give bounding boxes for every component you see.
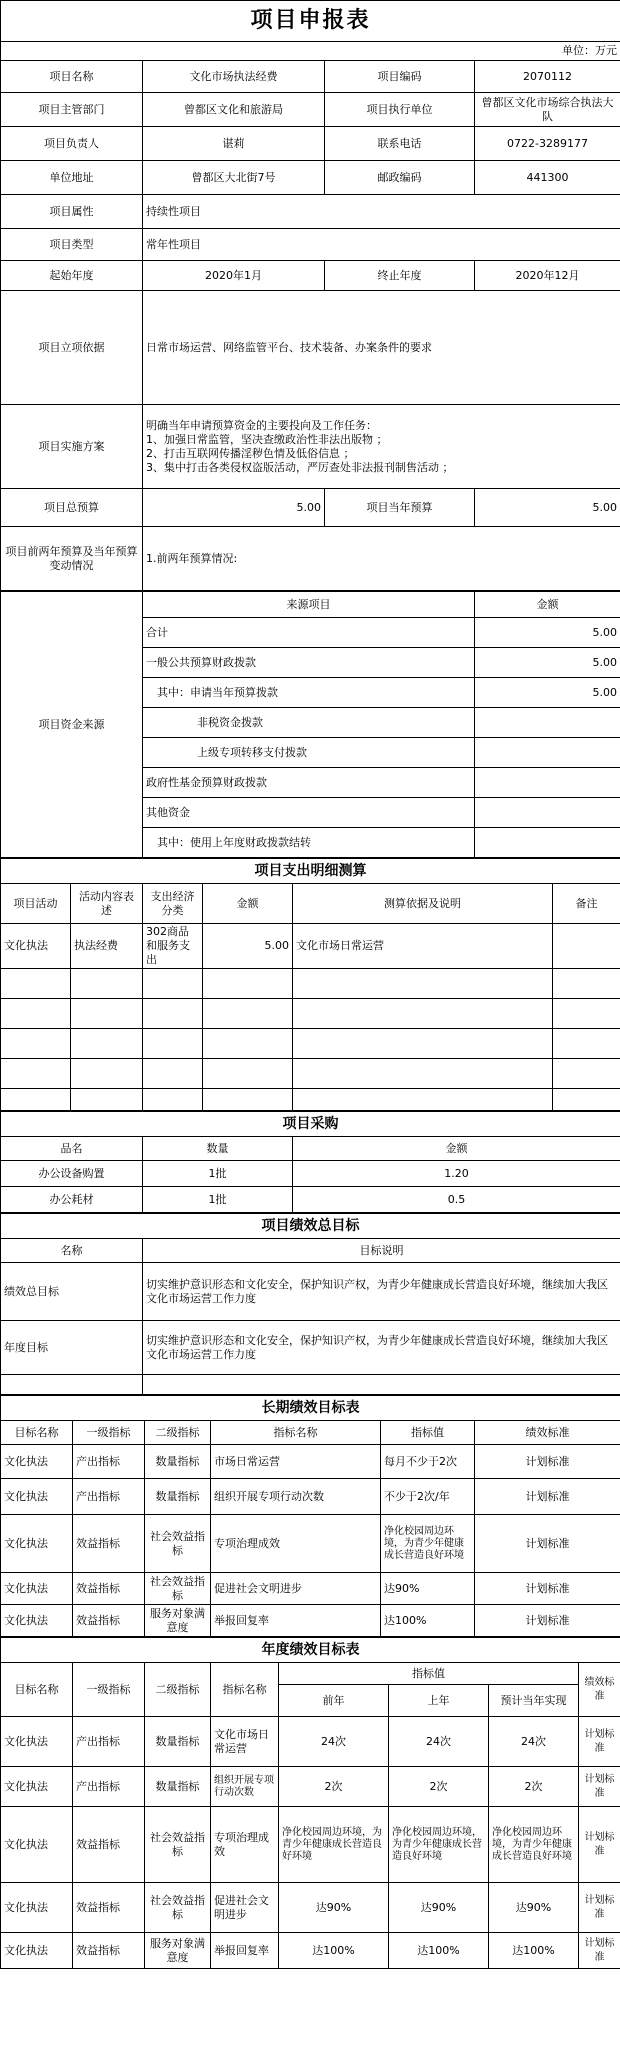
table-row (1, 1479, 620, 1515)
label: 项目负责人 (1, 127, 143, 161)
cell: 计划标准 (475, 1573, 620, 1605)
col-header: 绩效标准 (579, 1663, 620, 1717)
funding-row: 政府性基金预算财政拨款 (143, 768, 475, 798)
col-header: 二级指标 (145, 1663, 211, 1717)
phone: 0722-3289177 (475, 127, 620, 161)
cell: 专项治理成效 (211, 1807, 279, 1883)
table-row (1, 1605, 620, 1637)
col-header: 绩效标准 (475, 1421, 620, 1445)
table-row (1, 1263, 620, 1321)
col-header: 活动内容表述 (71, 884, 143, 924)
col-header: 金额 (203, 884, 293, 924)
cell: 文化执法 (1, 1605, 73, 1637)
funding-amount: 5.00 (475, 618, 620, 648)
project-name: 文化市场执法经费 (143, 61, 325, 93)
empty-row (1, 1029, 620, 1059)
table-row (1, 1515, 620, 1573)
cell: 净化校园周边环境，为青少年健康成长营造良好环境 (381, 1515, 475, 1573)
project-code: 2070112 (475, 61, 620, 93)
unit-label: 单位：万元 (1, 42, 620, 61)
cell: 切实维护意识形态和文化安全，保护知识产权，为青少年健康成长营造良好环境，继续加大我区文化市场运营工作力度 (143, 1321, 620, 1375)
attr: 持续性项目 (143, 195, 620, 229)
col-header: 指标值 (279, 1663, 579, 1685)
table-row (1, 1321, 620, 1375)
cell: 计划标准 (475, 1479, 620, 1515)
cell: 计划标准 (579, 1933, 620, 1969)
table-row (1, 1767, 620, 1807)
empty-row (1, 999, 620, 1029)
cell: 文化执法 (1, 1479, 73, 1515)
cell: 组织开展专项行动次数 (211, 1479, 381, 1515)
empty-row (1, 969, 620, 999)
cell: 市场日常运营 (211, 1445, 381, 1479)
funding-amount (475, 798, 620, 828)
cell (553, 924, 620, 969)
cell: 文化执法 (1, 1807, 73, 1883)
table-row (1, 1933, 620, 1969)
section-title: 长期绩效目标表 (1, 1396, 620, 1421)
col-header: 项目活动 (1, 884, 71, 924)
label: 项目主管部门 (1, 93, 143, 127)
col-header: 名称 (1, 1239, 143, 1263)
cell: 专项治理成效 (211, 1515, 381, 1573)
table-row (1, 924, 620, 969)
total-budget: 5.00 (143, 489, 325, 527)
sub-header: 预计当年实现 (489, 1685, 579, 1717)
col-header: 目标名称 (1, 1421, 73, 1445)
cell: 执法经费 (71, 924, 143, 969)
expense-table (0, 858, 620, 1111)
table-row (1, 1187, 620, 1213)
cell: 24次 (389, 1717, 489, 1767)
funding-row: 其中：使用上年度财政拨款结转 (143, 828, 475, 858)
cell: 净化校园周边环境，为青少年健康成长营造良好环境 (489, 1807, 579, 1883)
table-row (1, 1807, 620, 1883)
cell: 效益指标 (73, 1515, 145, 1573)
cell: 302商品和服务支出 (143, 924, 203, 969)
section-title: 年度绩效目标表 (1, 1638, 620, 1663)
cell: 社会效益指标 (145, 1883, 211, 1933)
performance-goal-table (0, 1213, 620, 1395)
cell: 促进社会文明进步 (211, 1573, 381, 1605)
annual-performance-table (0, 1637, 620, 1969)
table-row (1, 1573, 620, 1605)
label: 项目类型 (1, 229, 143, 261)
col-header: 目标说明 (143, 1239, 620, 1263)
cell: 文化执法 (1, 1515, 73, 1573)
page-title: 项目申报表 (1, 1, 620, 42)
label: 项目立项依据 (1, 291, 143, 405)
cell: 产出指标 (73, 1717, 145, 1767)
label: 联系电话 (325, 127, 475, 161)
cell: 净化校园周边环境，为青少年健康成长营造良好环境 (279, 1807, 389, 1883)
cell: 达100% (489, 1933, 579, 1969)
funding-row: 其中：申请当年预算拨款 (143, 678, 475, 708)
col-header: 指标值 (381, 1421, 475, 1445)
cell: 效益指标 (73, 1883, 145, 1933)
cell: 计划标准 (475, 1515, 620, 1573)
label: 项目总预算 (1, 489, 143, 527)
funding-amount (475, 738, 620, 768)
section-title: 项目绩效总目标 (1, 1214, 620, 1239)
funding-amount (475, 708, 620, 738)
cell: 计划标准 (579, 1717, 620, 1767)
basic-info-table (0, 0, 620, 591)
col-header: 支出经济分类 (143, 884, 203, 924)
plan: 明确当年申请预算资金的主要投向及工作任务： 1、加强日常监管，坚决查缴政治性非法出版物 ； 2、打击互联网传播淫秽色情及低俗信息 ； 3、集中打击各类侵权盗版活动，严厉查处非法报刊制售活动 ； (143, 405, 620, 489)
funding-amount: 5.00 (475, 678, 620, 708)
cell: 达100% (279, 1933, 389, 1969)
cell: 组织开展专项行动次数 (211, 1767, 279, 1807)
cell: 文化市场日常运营 (293, 924, 553, 969)
cell: 举报回复率 (211, 1605, 381, 1637)
col-header: 金额 (293, 1137, 620, 1161)
cell: 效益指标 (73, 1605, 145, 1637)
empty-row (1, 1059, 620, 1089)
year-budget: 5.00 (475, 489, 620, 527)
basis: 日常市场运营、网络监管平台、技术装备、办案条件的要求 (143, 291, 620, 405)
cell: 达90% (381, 1573, 475, 1605)
procurement-table (0, 1111, 620, 1213)
cell: 效益指标 (73, 1933, 145, 1969)
funding-amount (475, 828, 620, 858)
cell: 达90% (279, 1883, 389, 1933)
cell: 产出指标 (73, 1445, 145, 1479)
cell: 产出指标 (73, 1767, 145, 1807)
cell: 计划标准 (579, 1767, 620, 1807)
cell: 社会效益指标 (145, 1515, 211, 1573)
funding-row: 一般公共预算财政拨款 (143, 648, 475, 678)
cell: 数量指标 (145, 1717, 211, 1767)
cell: 达100% (389, 1933, 489, 1969)
col-header: 数量 (143, 1137, 293, 1161)
cell: 社会效益指标 (145, 1807, 211, 1883)
cell: 文化执法 (1, 1573, 73, 1605)
cell: 办公设备购置 (1, 1161, 143, 1187)
cell: 效益指标 (73, 1807, 145, 1883)
address: 曾都区大北街7号 (143, 161, 325, 195)
cell: 达100% (381, 1605, 475, 1637)
cell: 计划标准 (475, 1445, 620, 1479)
cell: 绩效总目标 (1, 1263, 143, 1321)
table-row (1, 1883, 620, 1933)
cell: 数量指标 (145, 1479, 211, 1515)
cell: 年度目标 (1, 1321, 143, 1375)
cell: 文化市场日常运营 (211, 1717, 279, 1767)
col-header: 备注 (553, 884, 620, 924)
col-header: 一级指标 (73, 1421, 145, 1445)
cell: 24次 (279, 1717, 389, 1767)
table-row (1, 1445, 620, 1479)
cell: 举报回复率 (211, 1933, 279, 1969)
cell: 2次 (389, 1767, 489, 1807)
cell: 不少于2次/年 (381, 1479, 475, 1515)
cell: 5.00 (203, 924, 293, 969)
end-year: 2020年12月 (475, 261, 620, 291)
funding-table (0, 591, 620, 858)
funding-head-source: 来源项目 (143, 592, 475, 618)
funding-amount: 5.00 (475, 648, 620, 678)
funding-label: 项目资金来源 (1, 592, 143, 858)
cell: 1批 (143, 1187, 293, 1213)
label: 项目当年预算 (325, 489, 475, 527)
col-header: 指标名称 (211, 1421, 381, 1445)
col-header: 指标名称 (211, 1663, 279, 1717)
longterm-performance-table (0, 1395, 620, 1637)
cell: 达90% (489, 1883, 579, 1933)
dept: 曾都区文化和旅游局 (143, 93, 325, 127)
cell: 文化执法 (1, 1717, 73, 1767)
cell: 效益指标 (73, 1573, 145, 1605)
start-year: 2020年1月 (143, 261, 325, 291)
exec-unit: 曾都区文化市场综合执法大队 (475, 93, 620, 127)
cell: 净化校园周边环境，为青少年健康成长营造良好环境 (389, 1807, 489, 1883)
empty-row (1, 1089, 620, 1111)
table-row (1, 1161, 620, 1187)
label: 起始年度 (1, 261, 143, 291)
cell: 计划标准 (579, 1883, 620, 1933)
cell: 24次 (489, 1717, 579, 1767)
owner: 谌莉 (143, 127, 325, 161)
col-header: 目标名称 (1, 1663, 73, 1717)
section-title: 项目采购 (1, 1112, 620, 1137)
funding-row: 非税资金拨款 (143, 708, 475, 738)
funding-row: 上级专项转移支付拨款 (143, 738, 475, 768)
cell: 文化执法 (1, 1883, 73, 1933)
cell: 服务对象满意度 (145, 1933, 211, 1969)
type: 常年性项目 (143, 229, 620, 261)
col-header: 二级指标 (145, 1421, 211, 1445)
zip: 441300 (475, 161, 620, 195)
cell: 文化执法 (1, 1445, 73, 1479)
sub-header: 上年 (389, 1685, 489, 1717)
cell: 文化执法 (1, 924, 71, 969)
cell: 达90% (389, 1883, 489, 1933)
funding-head-amount: 金额 (475, 592, 620, 618)
label: 项目前两年预算及当年预算变动情况 (1, 527, 143, 591)
cell: 计划标准 (475, 1605, 620, 1637)
cell: 计划标准 (579, 1807, 620, 1883)
cell: 文化执法 (1, 1767, 73, 1807)
label: 项目属性 (1, 195, 143, 229)
cell: 每月不少于2次 (381, 1445, 475, 1479)
budget-change: 1.前两年预算情况: (143, 527, 620, 591)
cell: 办公耗材 (1, 1187, 143, 1213)
cell: 数量指标 (145, 1767, 211, 1807)
funding-amount (475, 768, 620, 798)
cell: 0.5 (293, 1187, 620, 1213)
funding-row: 合计 (143, 618, 475, 648)
col-header: 品名 (1, 1137, 143, 1161)
section-title: 项目支出明细测算 (1, 859, 620, 884)
cell: 2次 (279, 1767, 389, 1807)
label: 项目执行单位 (325, 93, 475, 127)
label: 项目名称 (1, 61, 143, 93)
label: 终止年度 (325, 261, 475, 291)
cell: 切实维护意识形态和文化安全，保护知识产权，为青少年健康成长营造良好环境，继续加大我区文化市场运营工作力度 (143, 1263, 620, 1321)
cell: 1批 (143, 1161, 293, 1187)
cell: 数量指标 (145, 1445, 211, 1479)
funding-row: 其他资金 (143, 798, 475, 828)
sub-header: 前年 (279, 1685, 389, 1717)
cell: 服务对象满意度 (145, 1605, 211, 1637)
table-row (1, 1717, 620, 1767)
cell: 1.20 (293, 1161, 620, 1187)
cell: 2次 (489, 1767, 579, 1807)
cell: 促进社会文明进步 (211, 1883, 279, 1933)
empty-row (1, 1375, 620, 1395)
cell: 文化执法 (1, 1933, 73, 1969)
label: 单位地址 (1, 161, 143, 195)
label: 项目编码 (325, 61, 475, 93)
label: 邮政编码 (325, 161, 475, 195)
cell: 社会效益指标 (145, 1573, 211, 1605)
col-header: 一级指标 (73, 1663, 145, 1717)
label: 项目实施方案 (1, 405, 143, 489)
col-header: 测算依据及说明 (293, 884, 553, 924)
cell: 产出指标 (73, 1479, 145, 1515)
